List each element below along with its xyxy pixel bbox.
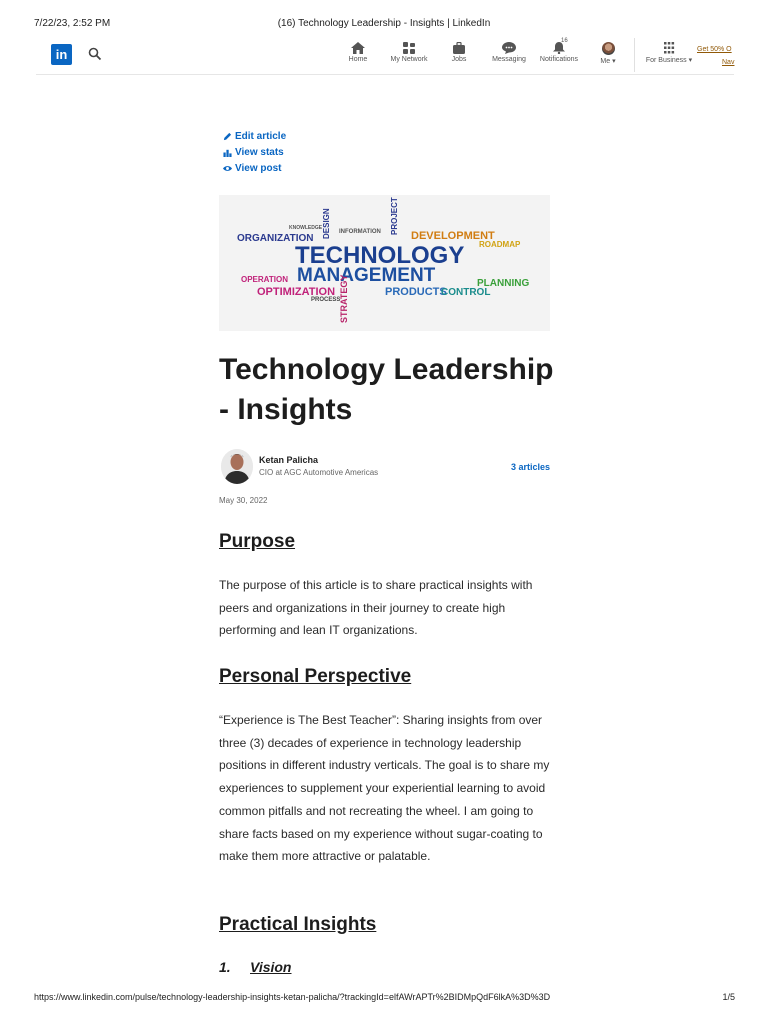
nav-divider [634,38,635,72]
publish-date: May 30, 2022 [219,496,268,505]
word-cloud-word: INFORMATION [339,229,381,235]
nav-jobs-label: Jobs [451,56,467,63]
article-title: Technology Leadership - Insights [219,353,554,426]
nav-messaging[interactable] [481,42,537,63]
linkedin-logo[interactable]: in [51,44,72,65]
premium-upsell-line2: Nav [722,59,735,66]
author-photo [221,449,253,484]
nav-notifications[interactable] [531,38,587,63]
search-icon[interactable] [88,47,102,61]
author-card [219,449,554,487]
word-cloud-word: TECHNOLOGY [295,242,465,269]
word-cloud-word: MANAGEMENT [297,265,436,286]
section-heading: Personal Perspective [219,666,412,687]
word-cloud [219,195,550,331]
print-url: https://www.linkedin.com/pulse/technology-leadership-insights-ketan-palicha/?trackingId=elfAWrAPTr%2BIDMpQdF6lkA%3D%3D [34,992,551,1002]
briefcase-icon [452,42,466,54]
section-heading: Purpose [219,531,296,552]
author-articles-link[interactable]: 3 articles [510,462,550,472]
edit-article-link[interactable] [223,128,286,144]
article-cover-image [219,195,550,331]
chevron-down-icon: ▾ [688,57,693,64]
nav-notifications-label: Notifications [539,56,579,63]
word-cloud-word: PLANNING [477,278,530,289]
chevron-down-icon: ▾ [612,58,616,65]
article-actions [223,128,286,176]
eye-icon [223,164,232,173]
nav-me[interactable] [580,42,636,65]
section-practical-insights [219,913,551,937]
author-avatar[interactable] [221,449,253,484]
word-cloud-word: OPTIMIZATION [257,286,336,298]
author-name[interactable]: Ketan Palicha [259,455,319,465]
nav-for-business[interactable] [641,42,697,64]
global-nav [36,36,734,75]
word-cloud-word: PROCESS [311,297,341,303]
edit-article-label: Edit article [235,130,287,142]
word-cloud-word: DESIGN [322,208,331,239]
print-tab-title: (16) Technology Leadership - Insights | LinkedIn [277,18,491,29]
nav-business-label: For Business [645,57,687,64]
messaging-icon [502,42,516,54]
word-cloud-word: ROADMAP [479,240,521,249]
bar-chart-icon [223,148,232,157]
list-item-vision [219,959,292,975]
section-purpose [219,530,551,642]
home-icon [351,42,365,54]
word-cloud-word: PROJECT [390,197,399,235]
word-cloud-word: OPERATION [241,275,288,284]
nav-network-label: My Network [390,56,428,63]
list-number: 1. [219,959,231,975]
nav-me-label: Me [600,58,611,65]
nav-messaging-label: Messaging [492,56,526,63]
list-heading: Vision [250,959,292,975]
nav-my-network[interactable] [381,42,437,63]
section-body: “Experience is The Best Teacher”: Sharing insights from over three (3) decades of experience in technology leadership positions in different industry verticals. The goal is to share my experiences to supplement your experiential learning to avoid common pitfalls and not recreating the wheel. I am going to share facts based on my experience without sugar-coating to make them more attractive or palatable. [219,713,550,864]
section-body: The purpose of this article is to share practical insights with peers and organizations in their journey to create high performing and lean IT organizations. [219,578,533,638]
me-avatar [602,42,615,55]
nav-home-label: Home [348,56,368,63]
word-cloud-word: DEVELOPMENT [411,230,495,242]
word-cloud-word: CONTROL [441,287,491,298]
print-page-number: 1/5 [722,992,735,1002]
nav-home[interactable] [330,42,386,63]
premium-upsell-link[interactable] [697,43,734,69]
network-icon [402,42,416,54]
view-stats-link[interactable] [223,144,286,160]
premium-upsell-line1: Get 50% O [697,46,732,53]
apps-grid-icon [662,42,676,54]
nav-jobs[interactable] [431,42,487,63]
view-stats-label: View stats [235,146,284,158]
word-cloud-word: ORGANIZATION [237,233,314,244]
view-post-link[interactable] [223,160,286,176]
word-cloud-word: STRATEGY [339,274,349,323]
pencil-icon [223,132,232,141]
author-headline: CIO at AGC Automotive Americas [259,468,379,477]
section-personal-perspective [219,665,551,868]
word-cloud-word: PRODUCTS [385,286,447,298]
notifications-count: 16 [561,38,568,44]
view-post-label: View post [235,162,282,174]
word-cloud-word: KNOWLEDGE [289,225,323,231]
section-heading: Practical Insights [219,914,377,935]
print-datetime: 7/22/23, 2:52 PM [34,18,111,29]
